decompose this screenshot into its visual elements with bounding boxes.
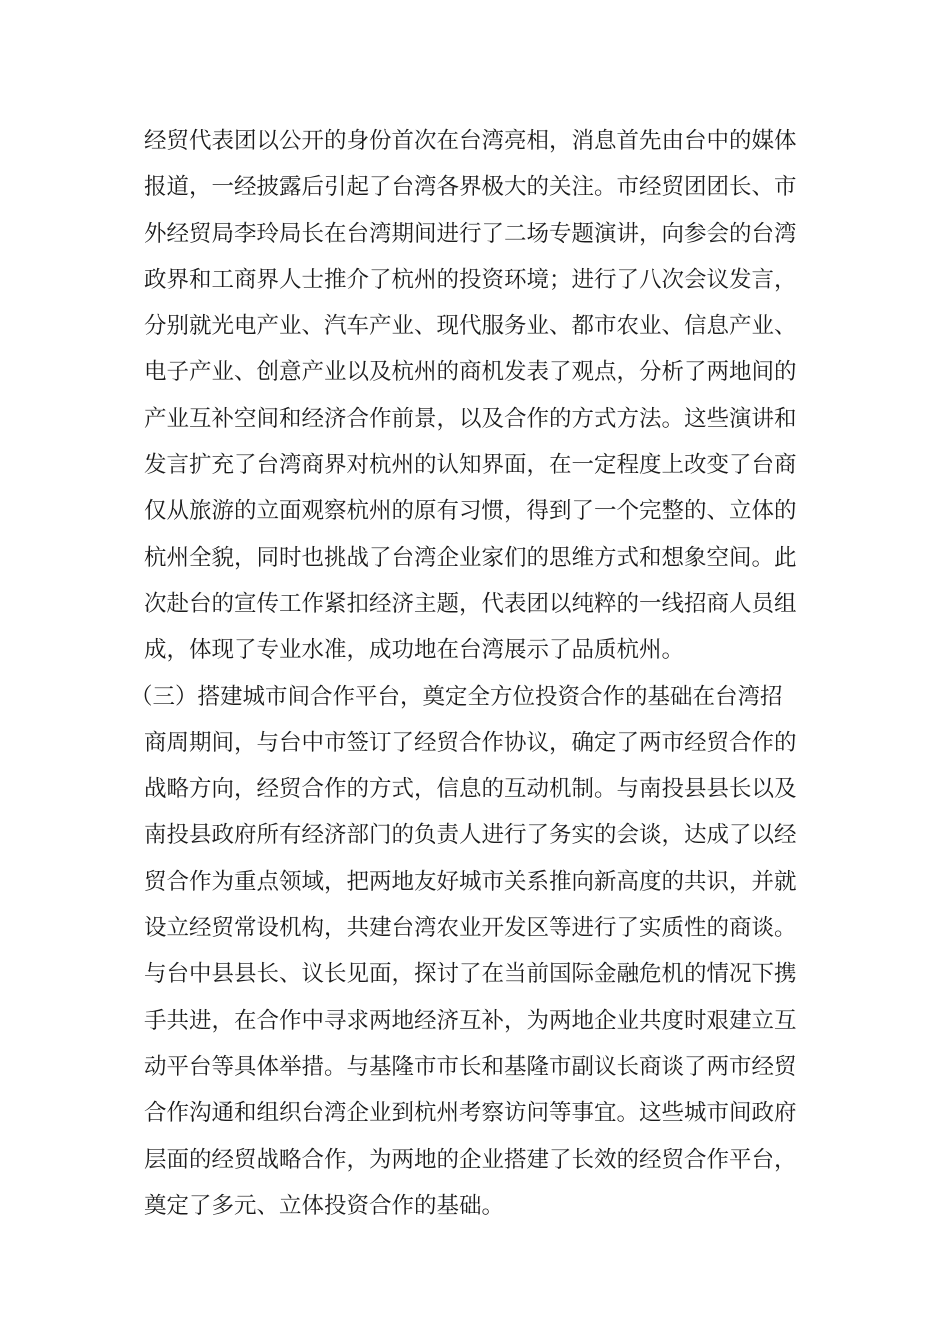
text-line: 设立经贸常设机构，共建台湾农业开发区等进行了实质性的商谈。 (144, 915, 797, 942)
text-line: 贸合作为重点领域，把两地友好城市关系推向新高度的共识，并就 (144, 868, 797, 895)
text-line: 电子产业、创意产业以及杭州的商机发表了观点，分析了两地间的 (144, 359, 797, 386)
text-line: 与台中县县长、议长见面，探讨了在当前国际金融危机的情况下携 (144, 961, 797, 988)
text-line: 奠定了多元、立体投资合作的基础。 (144, 1192, 505, 1219)
section-heading-line: （三）搭建城市间合作平台，奠定全方位投资合作的基础在台湾招 (130, 683, 783, 710)
text-line: 产业互补空间和经济合作前景，以及合作的方式方法。这些演讲和 (144, 405, 797, 432)
text-line: 报道，一经披露后引起了台湾各界极大的关注。市经贸团团长、市 (144, 174, 797, 201)
text-line: 成，体现了专业水准，成功地在台湾展示了品质杭州。 (144, 637, 685, 664)
text-line: 合作沟通和组织台湾企业到杭州考察访问等事宜。这些城市间政府 (144, 1100, 797, 1127)
document-body (130, 118, 814, 1229)
text-line: 战略方向，经贸合作的方式，信息的互动机制。与南投县县长以及 (144, 776, 797, 803)
text-line: 外经贸局李玲局长在台湾期间进行了二场专题演讲，向参会的台湾 (144, 220, 797, 247)
text-line: 层面的经贸战略合作，为两地的企业搭建了长效的经贸合作平台， (144, 1146, 797, 1173)
text-line: 仅从旅游的立面观察杭州的原有习惯，得到了一个完整的、立体的 (144, 498, 797, 525)
text-line: 手共进，在合作中寻求两地经济互补，为两地企业共度时艰建立互 (144, 1007, 797, 1034)
text-line: 分别就光电产业、汽车产业、现代服务业、都市农业、信息产业、 (144, 313, 797, 340)
text-line: 经贸代表团以公开的身份首次在台湾亮相，消息首先由台中的媒体 (144, 128, 797, 154)
text-line: 南投县政府所有经济部门的负责人进行了务实的会谈，达成了以经 (144, 822, 797, 849)
text-line: 次赴台的宣传工作紧扣经济主题，代表团以纯粹的一线招商人员组 (144, 590, 797, 617)
text-line: 发言扩充了台湾商界对杭州的认知界面，在一定程度上改变了台商 (144, 452, 797, 479)
text-line: 政界和工商界人士推介了杭州的投资环境；进行了八次会议发言， (144, 266, 797, 293)
text-line: 杭州全貌，同时也挑战了台湾企业家们的思维方式和想象空间。此 (144, 544, 797, 571)
text-line: 商周期间，与台中市签订了经贸合作协议，确定了两市经贸合作的 (144, 729, 797, 756)
text-line: 动平台等具体举措。与基隆市市长和基隆市副议长商谈了两市经贸 (144, 1053, 797, 1080)
